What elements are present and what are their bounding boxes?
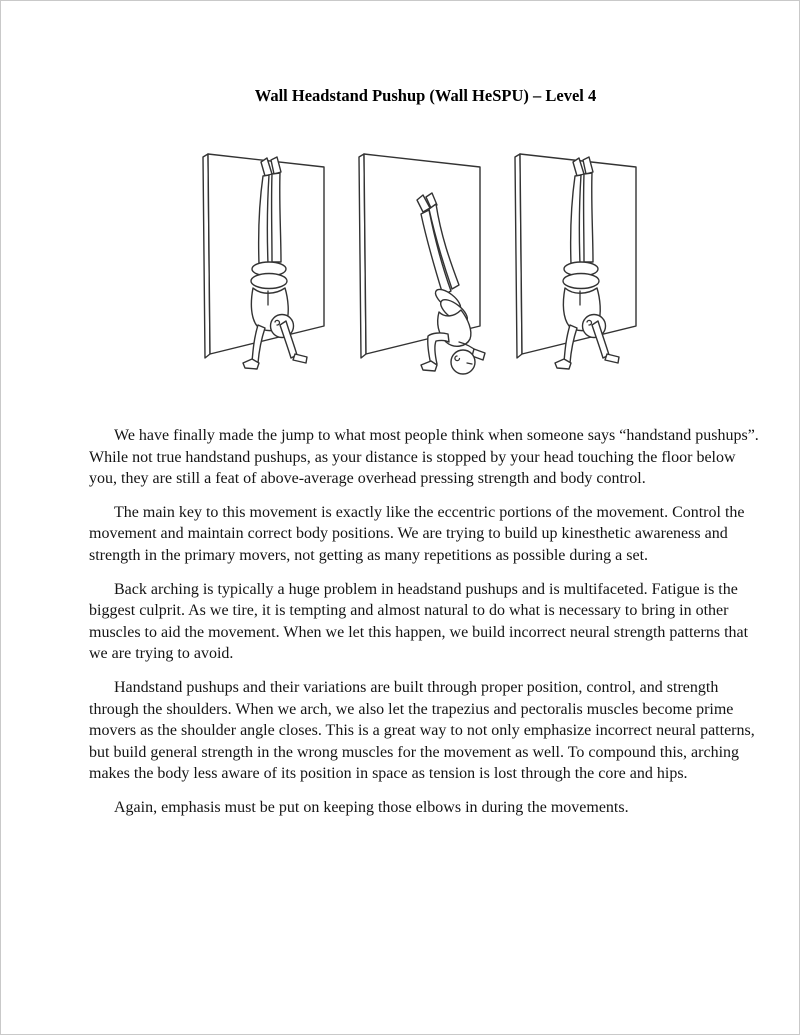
illustration-row (89, 142, 762, 392)
wall-handstand-start-illustration (195, 142, 345, 392)
wall-headstand-bottom-illustration (351, 142, 501, 392)
page-title: Wall Headstand Pushup (Wall HeSPU) – Level 4 (254, 86, 597, 105)
paragraph-1: We have finally made the jump to what most people think when someone says “handstand pushups”. While not true handstand pushups, as your distance is stopped by your head touching the floor below you, they are still a feat of above-average overhead pressing strength and body control. (89, 427, 759, 488)
body-text (89, 425, 762, 819)
paragraph-4: Handstand pushups and their variations are built through proper position, control, and strength through the shoulders. When we arch, we also let the trapezius and pectoralis muscles become prime movers as the shoulder angle closes. This is a great way to not only emphasize incorrect neural patterns, but build general strength in the wrong muscles for the movement as well. To compound this, arching makes the body less aware of its position in space as tension is lost through the core and hips. (89, 678, 755, 783)
paragraph-5: Again, emphasis must be put on keeping those elbows in during the movements. (114, 798, 629, 816)
wall-handstand-finish-illustration (507, 142, 657, 392)
paragraph-2: The main key to this movement is exactly like the eccentric portions of the movement. Control the movement and maintain correct body positions. We are trying to build up kinesthetic awareness and strength in the primary movers, not getting as many repetitions as possible during a set. (89, 503, 745, 564)
paragraph-3: Back arching is typically a huge problem in headstand pushups and is multifaceted. Fatigue is the biggest culprit. As we tire, it is tempting and almost natural to do what is necessary to bring in other muscles to aid the movement. When we let this happen, we build incorrect neural strength patterns that we are trying to avoid. (89, 580, 749, 663)
